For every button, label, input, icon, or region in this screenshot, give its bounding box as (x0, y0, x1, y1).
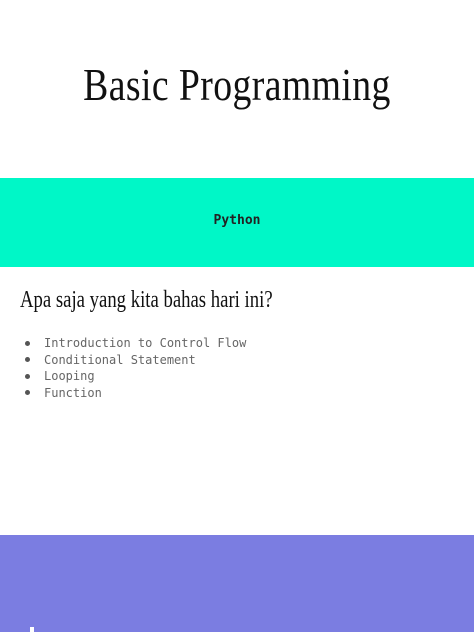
slide-subtitle: Python (213, 213, 261, 228)
list-item-label: Conditional Statement (44, 352, 196, 367)
list-item-label: Looping (44, 369, 95, 384)
list-item (25, 335, 246, 352)
next-slide-preview (0, 535, 474, 632)
bullet-icon (25, 374, 30, 379)
slide-title: Basic Programming (83, 59, 391, 110)
list-item-label: Introduction to Control Flow (44, 336, 247, 351)
list-item (25, 368, 246, 385)
subtitle-band (0, 178, 474, 267)
agenda-list (25, 335, 246, 401)
list-item (25, 352, 246, 369)
agenda-slide (0, 267, 474, 535)
agenda-heading: Apa saja yang kita bahas hari ini? (20, 287, 273, 313)
list-item-label: Function (44, 385, 102, 400)
bullet-icon (25, 357, 30, 362)
list-item (25, 385, 246, 402)
bullet-icon (25, 390, 30, 395)
title-slide (0, 0, 474, 178)
bullet-icon (25, 341, 30, 346)
cut-off-text-fragment (30, 627, 34, 632)
